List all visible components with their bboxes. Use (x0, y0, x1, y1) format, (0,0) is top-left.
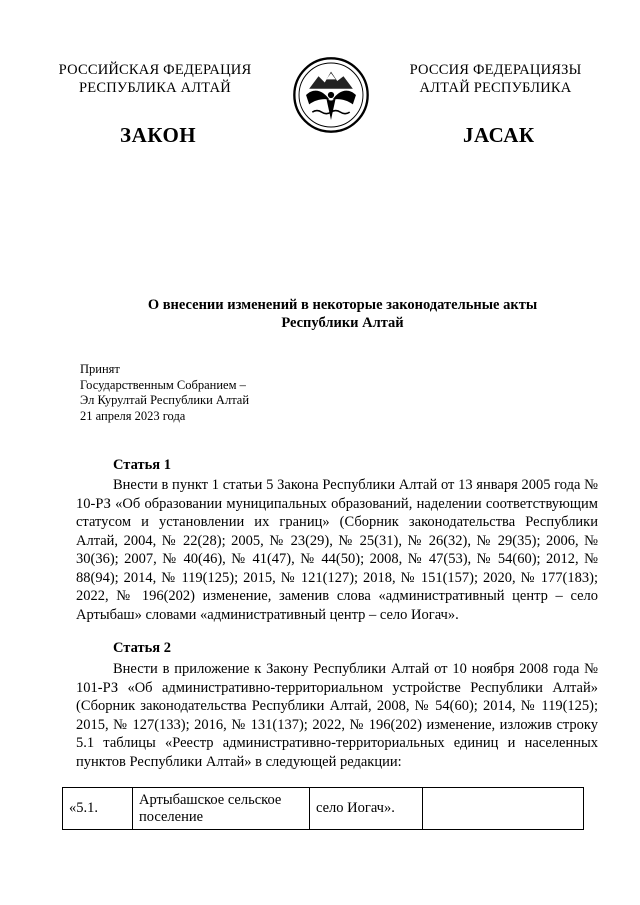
registry-table (62, 787, 584, 830)
header-left-country: РОССИЙСКАЯ ФЕДЕРАЦИЯ (58, 62, 252, 78)
doc-type-ru: ЗАКОН (120, 123, 197, 147)
adopted-line-1: Принят (80, 362, 120, 376)
settlement-name: Артыбашское сельское поселение (133, 788, 310, 830)
doc-type-alt: JАСАК (463, 123, 535, 147)
article-2-text: Внести в приложение к Закону Республики Алтай от 10 ноября 2008 года № 101-РЗ «Об административно-территориальном устройстве Республики Алтай» (Сборник законодательства Республики Алтай, 2008, № 54(60); 2014, № 119(125); 2015, № 127(133); 2016, № 131(137); 2022, № 196(202) изменение, изложив строку 5.1 таблицы «Реестр административно-территориальных единиц и населенных пунктов Республики Алтай» в следующей редакции: (76, 661, 598, 770)
table-row (63, 788, 584, 830)
header-left-republic: РЕСПУБЛИКА АЛТАЙ (79, 80, 231, 96)
article-1-text: Внести в пункт 1 статьи 5 Закона Республики Алтай от 13 января 2005 года № 10-РЗ «Об образовании муниципальных образований, наделении соответствующим статусом и установлении их границ» (Сборник законодательства Республики Алтай, 2004, № 22(28); 2005, № 23(29), № 25(31), № 26(32), № 29(35); 2006, № 30(36); 2007, № 40(46), № 41(47), № 44(50); 2008, № 47(53), № 54(60); 2012, № 88(94); 2014, № 119(125); 2015, № 121(127); 2018, № 151(157); 2020, № 177(183); 2022, № 196(202) изменение, заменив слова «административный центр – село Артыбаш» словами «административный центр – село Иогач». (76, 477, 598, 623)
adoption-block (80, 362, 330, 424)
title-line-2: Республики Алтай (281, 315, 404, 331)
article-1-heading: Статья 1 (113, 457, 171, 473)
emblem-icon (292, 56, 370, 134)
header-right-country: РОССИЯ ФЕДЕРАЦИЯЗЫ (409, 62, 582, 78)
article-2-heading: Статья 2 (113, 640, 171, 656)
adopted-date: 21 апреля 2023 года (80, 408, 186, 423)
title-line-1: О внесении изменений в некоторые законодательные акты (147, 297, 538, 313)
row-number: «5.1. (63, 788, 133, 830)
extra-cell (423, 788, 584, 830)
admin-center: село Иогач». (310, 788, 423, 830)
header-left (50, 61, 260, 97)
header-right (398, 61, 593, 97)
adopted-line-2: Государственным Собранием – (80, 377, 246, 392)
header-right-republic: АЛТАЙ РЕСПУБЛИКА (419, 80, 572, 96)
adopted-line-3: Эл Курултай Республики Алтай (80, 393, 250, 407)
document-title (80, 296, 605, 332)
